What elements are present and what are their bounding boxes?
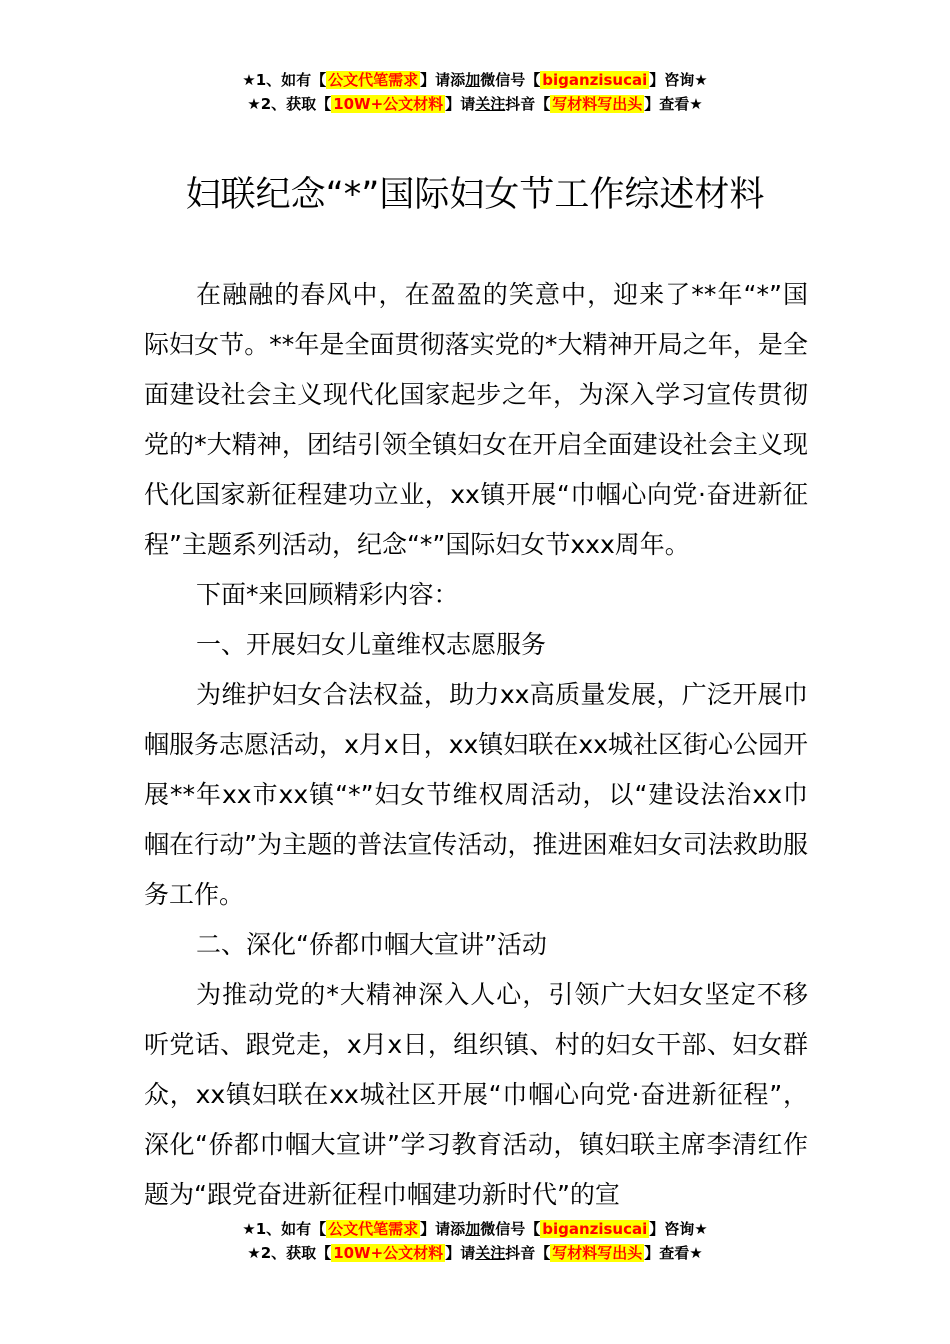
promo-text: 】查看★ — [644, 95, 703, 113]
promo-text: 】咨询★ — [649, 71, 708, 89]
promo-text: 】查看★ — [644, 1244, 703, 1262]
promo-emphasis: 关注 — [475, 1244, 506, 1262]
section-heading: 一、开展妇女儿童维权志愿服务 — [196, 630, 547, 659]
promo-highlight: 公文代笔需求 — [328, 71, 419, 89]
promo-banner-top — [0, 68, 950, 116]
promo-text: 】请添 — [420, 71, 466, 89]
promo-banner-bottom — [0, 1217, 950, 1265]
promo-text: 微信号【 — [480, 71, 541, 89]
promo-highlight: 10W+公文材料 — [333, 95, 444, 113]
promo-text: 】请 — [445, 95, 476, 113]
promo-highlight: 写材料写出头 — [552, 1244, 643, 1262]
promo-text: ★2、获取【 — [247, 95, 332, 113]
promo-text: ★2、获取【 — [247, 1244, 332, 1262]
body-paragraph: 为推动党的*大精神深入人心，引领广大妇女坚定不移听党话、跟党走，x月x日，组织镇、村的妇女干部、妇女群众，xx镇妇联在xx城社区开展“巾帼心向党·奋进新征程”，深化“侨都巾帼大宣讲”学习教育活动，镇妇联主席李清红作题为“跟党奋进新征程巾帼建功新时代”的宣 — [144, 980, 808, 1209]
promo-text: 】咨询★ — [649, 1220, 708, 1238]
body-paragraph: 下面*来回顾精彩内容： — [196, 580, 459, 609]
promo-text: 】请添 — [420, 1220, 466, 1238]
promo-line-1 — [0, 68, 950, 92]
promo-highlight: 公文代笔需求 — [328, 1220, 419, 1238]
promo-text: ★1、如有【 — [242, 71, 327, 89]
promo-text: 微信号【 — [480, 1220, 541, 1238]
promo-highlight: 10W+公文材料 — [333, 1244, 444, 1262]
section-heading: 二、深化“侨都巾帼大宣讲”活动 — [196, 930, 547, 959]
promo-emphasis: 加 — [465, 71, 481, 89]
body-paragraph: 在融融的春风中，在盈盈的笑意中，迎来了**年“*”国际妇女节。**年是全面贯彻落实党的*大精神开局之年，是全面建设社会主义现代化国家起步之年，为深入学习宣传贯彻党的*大精神，团结引领全镇妇女在开启全面建设社会主义现代化国家新征程建功立业，xx镇开展“巾帼心向党·奋进新征程”主题系列活动，纪念“*”国际妇女节xxx周年。 — [144, 280, 808, 559]
promo-highlight: biganzisucai — [542, 71, 648, 89]
promo-text: 抖音【 — [505, 95, 551, 113]
promo-emphasis: 加 — [465, 1220, 481, 1238]
promo-highlight: 写材料写出头 — [552, 95, 643, 113]
promo-text: 】请 — [445, 1244, 476, 1262]
promo-highlight: biganzisucai — [542, 1220, 648, 1238]
promo-line-1 — [0, 1217, 950, 1241]
document-body — [144, 270, 808, 1220]
body-paragraph: 为维护妇女合法权益，助力xx高质量发展，广泛开展巾帼服务志愿活动，x月x日，xx镇妇联在xx城社区街心公园开展**年xx市xx镇“*”妇女节维权周活动，以“建设法治xx巾帼在行动”为主题的普法宣传活动，推进困难妇女司法救助服务工作。 — [144, 680, 808, 909]
promo-emphasis: 关注 — [475, 95, 506, 113]
promo-text: ★1、如有【 — [242, 1220, 327, 1238]
promo-text: 抖音【 — [505, 1244, 551, 1262]
document-title: 妇联纪念“*”国际妇女节工作综述材料 — [185, 175, 765, 215]
promo-line-2 — [0, 92, 950, 116]
promo-line-2 — [0, 1241, 950, 1265]
